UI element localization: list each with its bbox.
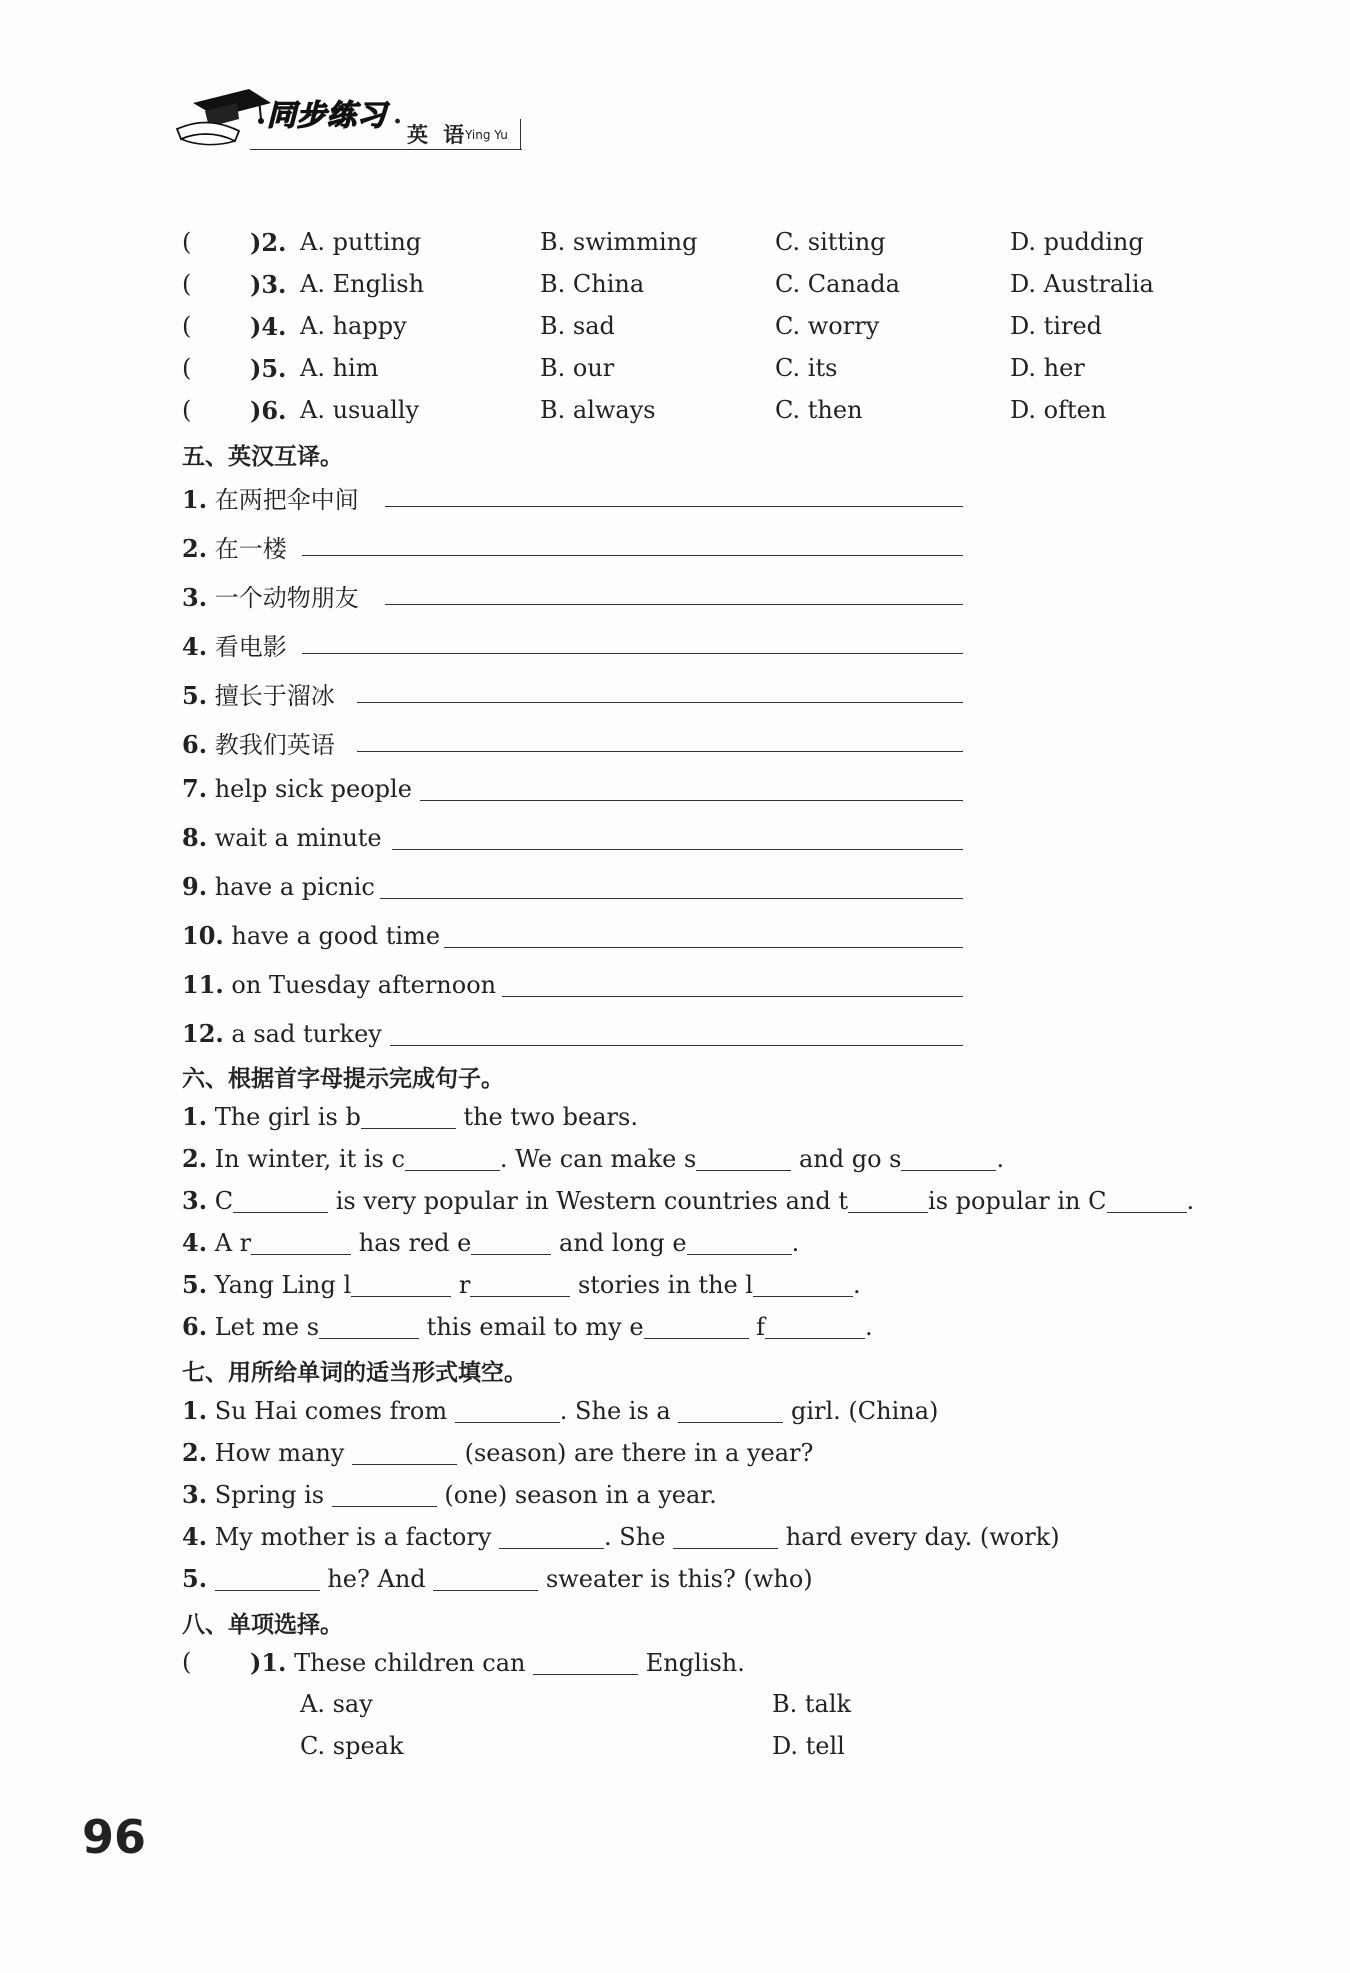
fill-blank[interactable]	[351, 1295, 451, 1297]
sentence-item	[182, 1270, 861, 1299]
header-subject: 英 语	[407, 123, 469, 147]
option-a: A. English	[300, 270, 425, 298]
item-number: 1.	[182, 1396, 208, 1425]
option-a: A. happy	[300, 312, 407, 340]
sentence-part: sweater is this? (who)	[545, 1565, 813, 1593]
translation-item	[182, 823, 382, 852]
item-number: 9.	[182, 872, 208, 901]
sentence-part: My mother is a factory	[214, 1523, 492, 1551]
option-c: C. then	[775, 396, 863, 424]
fill-blank[interactable]	[233, 1211, 328, 1213]
item-text: 看电影	[214, 633, 287, 661]
question-number: )5.	[250, 354, 287, 383]
item-text: 教我们英语	[214, 731, 335, 759]
section-7-title: 七、用所给单词的适当形式填空。	[182, 1360, 527, 1386]
fill-blank[interactable]	[644, 1337, 749, 1339]
sentence-item	[182, 1396, 938, 1425]
option-c: C. Canada	[775, 270, 900, 298]
answer-paren: (	[182, 396, 192, 424]
answer-line	[302, 653, 963, 654]
item-text: 擅长于溜冰	[214, 682, 335, 710]
option-d: D. Australia	[1010, 270, 1154, 298]
item-number: 11.	[182, 970, 224, 999]
sentence-item	[182, 1522, 1060, 1551]
sentence-part: English.	[645, 1649, 745, 1677]
sentence-part: (season) are there in a year?	[464, 1439, 814, 1467]
item-number: 10.	[182, 921, 224, 950]
fill-blank[interactable]	[319, 1337, 419, 1339]
item-number: 5.	[182, 1564, 208, 1593]
sentence-part: .	[865, 1313, 873, 1341]
sentence-part: .	[853, 1271, 861, 1299]
translation-item	[182, 725, 335, 760]
translation-item	[182, 1019, 382, 1048]
sentence-part: stories in the l	[577, 1271, 754, 1299]
option-c: C. its	[775, 354, 838, 382]
fill-blank[interactable]	[848, 1211, 928, 1213]
item-number: 8.	[182, 823, 208, 852]
section-8-title: 八、单项选择。	[182, 1612, 343, 1638]
question-number: )1.	[250, 1648, 287, 1677]
graduation-cap-icon	[175, 85, 275, 155]
header-pinyin: Ying Yu	[465, 128, 508, 142]
fill-blank[interactable]	[405, 1169, 500, 1171]
fill-blank[interactable]	[1107, 1211, 1187, 1213]
option-c: C. sitting	[775, 228, 886, 256]
item-number: 4.	[182, 632, 208, 661]
item-text: have a good time	[231, 922, 441, 950]
header-title: 同步练习	[267, 98, 388, 132]
answer-paren: (	[182, 270, 192, 298]
item-number: 2.	[182, 1144, 208, 1173]
sentence-part: .	[996, 1145, 1005, 1173]
section-6-title: 六、根据首字母提示完成句子。	[182, 1066, 504, 1092]
sentence-part: A r	[214, 1229, 252, 1257]
item-number: 3.	[182, 583, 208, 612]
page-header	[175, 85, 535, 160]
sentence-part: . She	[604, 1523, 666, 1551]
item-text: 在两把伞中间	[214, 486, 359, 514]
item-text: wait a minute	[214, 824, 382, 852]
fill-blank[interactable]	[361, 1127, 456, 1129]
answer-paren: (	[182, 354, 192, 382]
answer-line	[357, 702, 963, 703]
fill-blank[interactable]	[673, 1547, 778, 1549]
fill-blank[interactable]	[470, 1295, 570, 1297]
sentence-item	[182, 1228, 799, 1257]
sentence-part: C	[214, 1187, 234, 1215]
answer-line	[380, 898, 963, 899]
fill-blank[interactable]	[352, 1463, 457, 1465]
question-number: )2.	[250, 228, 287, 257]
translation-item	[182, 774, 412, 803]
header-bracket	[520, 119, 521, 150]
option-d: D. tell	[772, 1732, 845, 1760]
sentence-part: Let me s	[214, 1313, 320, 1341]
item-number: 1.	[182, 1102, 208, 1131]
option-b: B. China	[540, 270, 645, 298]
item-text: a sad turkey	[231, 1020, 382, 1048]
sentence-item	[182, 1480, 717, 1509]
sentence-part: . We can make s	[499, 1145, 697, 1173]
option-a: A. say	[300, 1690, 373, 1718]
answer-paren: (	[182, 1648, 192, 1676]
answer-line	[357, 751, 963, 752]
option-b: B. our	[540, 354, 615, 382]
option-d: D. tired	[1010, 312, 1103, 340]
question-number: )3.	[250, 270, 287, 299]
translation-item	[182, 529, 287, 564]
item-number: 2.	[182, 1438, 208, 1467]
sentence-part: Yang Ling l	[214, 1271, 352, 1299]
fill-blank[interactable]	[455, 1421, 560, 1423]
fill-blank[interactable]	[471, 1253, 551, 1255]
item-number: 2.	[182, 534, 208, 563]
sentence-part: girl. (China)	[790, 1397, 939, 1425]
translation-item	[182, 872, 375, 901]
fill-blank[interactable]	[533, 1673, 638, 1675]
sentence-part: he? And	[327, 1565, 426, 1593]
translation-item	[182, 480, 359, 515]
item-number: 5.	[182, 681, 208, 710]
item-text: have a picnic	[214, 873, 375, 901]
option-b: B. always	[540, 396, 656, 424]
item-text: on Tuesday afternoon	[231, 971, 497, 999]
item-number: 5.	[182, 1270, 208, 1299]
translation-item	[182, 921, 440, 950]
item-number: 4.	[182, 1228, 208, 1257]
answer-line	[392, 849, 963, 850]
option-d: D. her	[1010, 354, 1085, 382]
item-number: 6.	[182, 1312, 208, 1341]
item-number: 12.	[182, 1019, 224, 1048]
fill-blank[interactable]	[332, 1505, 437, 1507]
question-number: )6.	[250, 396, 287, 425]
question-stem	[250, 1648, 745, 1677]
option-d: D. often	[1010, 396, 1107, 424]
translation-item	[182, 627, 287, 662]
option-a: A. him	[300, 354, 379, 382]
fill-blank[interactable]	[215, 1589, 320, 1591]
sentence-item	[182, 1144, 1004, 1173]
item-number: 3.	[182, 1480, 208, 1509]
header-underline	[250, 149, 522, 150]
sentence-part: Su Hai comes from	[214, 1397, 448, 1425]
answer-line	[390, 1045, 963, 1046]
answer-line	[502, 996, 963, 997]
option-b: B. talk	[772, 1690, 852, 1718]
fill-blank[interactable]	[433, 1589, 538, 1591]
sentence-part: In winter, it is c	[214, 1145, 405, 1173]
option-a: A. putting	[300, 228, 422, 256]
answer-line	[302, 555, 963, 556]
item-number: 6.	[182, 730, 208, 759]
fill-blank[interactable]	[901, 1169, 996, 1171]
item-text: help sick people	[214, 775, 412, 803]
fill-blank[interactable]	[678, 1421, 783, 1423]
sentence-item	[182, 1564, 813, 1593]
option-a: A. usually	[300, 396, 420, 424]
sentence-part: .	[1186, 1187, 1195, 1215]
answer-line	[420, 800, 963, 801]
sentence-part: .	[791, 1229, 800, 1257]
fill-blank[interactable]	[251, 1253, 351, 1255]
translation-item	[182, 970, 496, 999]
item-number: 3.	[182, 1186, 208, 1215]
sentence-part: has red e	[358, 1229, 472, 1257]
translation-item	[182, 578, 359, 613]
sentence-part: f	[756, 1313, 766, 1341]
item-number: 7.	[182, 774, 208, 803]
sentence-part: How many	[214, 1439, 345, 1467]
item-text: 一个动物朋友	[214, 584, 359, 612]
answer-paren: (	[182, 228, 192, 256]
page-number: 96	[82, 1810, 147, 1864]
sentence-part: is very popular in Western countries and t	[335, 1187, 849, 1215]
sentence-item	[182, 1186, 1194, 1215]
fill-blank[interactable]	[687, 1253, 792, 1255]
section-5-title: 五、英汉互译。	[182, 444, 343, 470]
fill-blank[interactable]	[499, 1547, 604, 1549]
option-b: B. sad	[540, 312, 615, 340]
answer-line	[385, 604, 963, 605]
sentence-part: Spring is	[214, 1481, 325, 1509]
sentence-part: is popular in C	[928, 1187, 1107, 1215]
answer-line	[444, 947, 963, 948]
translation-item	[182, 676, 335, 711]
sentence-part: The girl is b	[214, 1103, 361, 1131]
item-text: 在一楼	[214, 535, 287, 563]
option-c: C. speak	[300, 1732, 404, 1760]
option-c: C. worry	[775, 312, 880, 340]
sentence-part: r	[458, 1271, 471, 1299]
sentence-item	[182, 1312, 873, 1341]
answer-line	[385, 506, 963, 507]
option-b: B. swimming	[540, 228, 698, 256]
fill-blank[interactable]	[753, 1295, 853, 1297]
sentence-part: These children can	[294, 1649, 526, 1677]
sentence-part: this email to my e	[426, 1313, 644, 1341]
header-dot: ·	[393, 107, 403, 137]
sentence-part: (one) season in a year.	[444, 1481, 717, 1509]
option-d: D. pudding	[1010, 228, 1144, 256]
sentence-item	[182, 1102, 638, 1131]
sentence-part: hard every day. (work)	[785, 1523, 1060, 1551]
question-number: )4.	[250, 312, 287, 341]
answer-paren: (	[182, 312, 192, 340]
sentence-part: the two bears.	[463, 1103, 638, 1131]
fill-blank[interactable]	[696, 1169, 791, 1171]
item-number: 4.	[182, 1522, 208, 1551]
sentence-item	[182, 1438, 813, 1467]
sentence-part: . She is a	[559, 1397, 671, 1425]
fill-blank[interactable]	[765, 1337, 865, 1339]
sentence-part: and go s	[798, 1145, 902, 1173]
item-number: 1.	[182, 485, 208, 514]
sentence-part: and long e	[559, 1229, 687, 1257]
